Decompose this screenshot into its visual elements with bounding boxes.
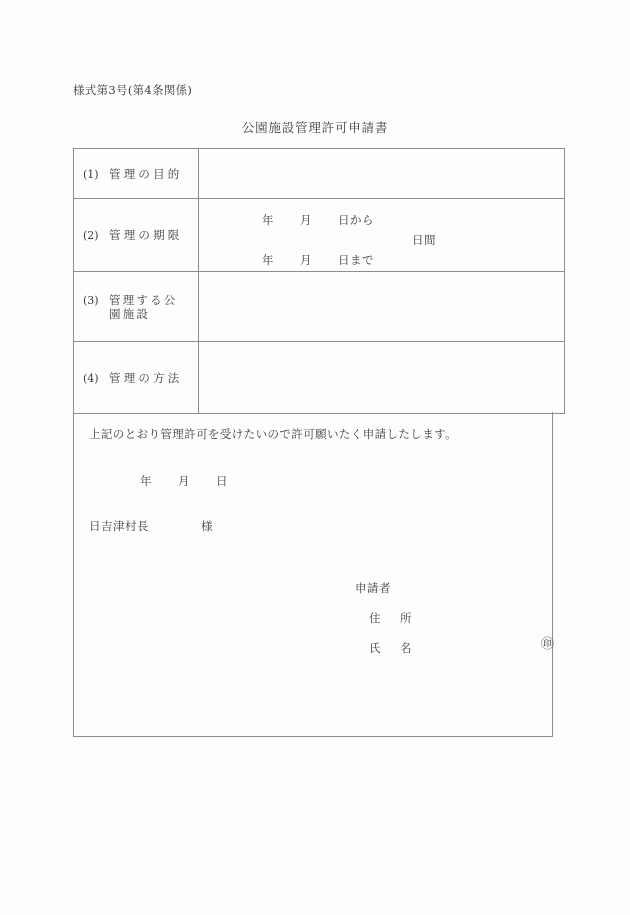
statement-date-line[interactable] (140, 473, 228, 489)
applicant-name-row[interactable] (355, 637, 554, 656)
row-number: (2) (83, 229, 99, 242)
statement-box (73, 412, 553, 737)
row-value-method[interactable] (199, 342, 565, 414)
table-row (74, 272, 565, 342)
applicant-address-label: 住 所 (369, 611, 416, 625)
period-days-count[interactable]: 日間 (412, 233, 436, 247)
table-row (74, 149, 565, 199)
statement-year-unit: 年 (140, 474, 152, 488)
row-value-period[interactable] (199, 199, 565, 272)
period-fields (199, 199, 564, 271)
period-start-day-unit: 日から (338, 213, 374, 227)
applicant-title: 申請者 (355, 581, 391, 595)
period-end-day-unit: 日まで (338, 253, 374, 267)
form-code: 様式第3号(第4条関係) (73, 83, 193, 97)
row-label-period (74, 199, 199, 272)
period-start-year-unit: 年 (262, 213, 274, 227)
row-value-facility[interactable] (199, 272, 565, 342)
statement-text: 上記のとおり管理許可を受けたいので許可願いたく申請したします。 (89, 427, 457, 441)
row-label-text: 管理の期限 (109, 228, 183, 242)
statement-month-unit: 月 (178, 474, 190, 488)
row-label-text: 管理の方法 (109, 370, 183, 385)
row-number: (4) (83, 371, 99, 385)
page-title: 公園施設管理許可申請書 (241, 120, 389, 135)
period-start-line[interactable] (262, 212, 374, 228)
period-end-year-unit: 年 (262, 253, 274, 267)
addressee (89, 518, 213, 534)
row-label-purpose (74, 149, 199, 199)
row-label-line1: 管理する公 (109, 292, 178, 307)
row-number: (3) (83, 293, 99, 307)
row-label-line2: 園施設 (109, 306, 151, 321)
applicant-name-label: 氏 名 (369, 641, 416, 655)
addressee-honorific: 様 (201, 519, 213, 533)
addressee-name: 日吉津村長 (89, 519, 149, 533)
row-label-method (74, 342, 199, 414)
row-number: (1) (83, 167, 99, 181)
seal-icon: ㊞ (540, 637, 554, 652)
row-label-text (109, 293, 178, 321)
period-end-month-unit: 月 (300, 253, 312, 267)
application-table (73, 148, 565, 414)
row-label-text: 管理の目的 (109, 166, 183, 181)
table-row (74, 199, 565, 272)
row-value-purpose[interactable] (199, 149, 565, 199)
period-end-line[interactable] (262, 252, 374, 268)
applicant-block (355, 580, 554, 656)
table-row (74, 342, 565, 414)
row-label-facility (74, 272, 199, 342)
applicant-address-row[interactable] (355, 610, 554, 626)
period-start-month-unit: 月 (300, 213, 312, 227)
statement-day-unit: 日 (216, 474, 228, 488)
